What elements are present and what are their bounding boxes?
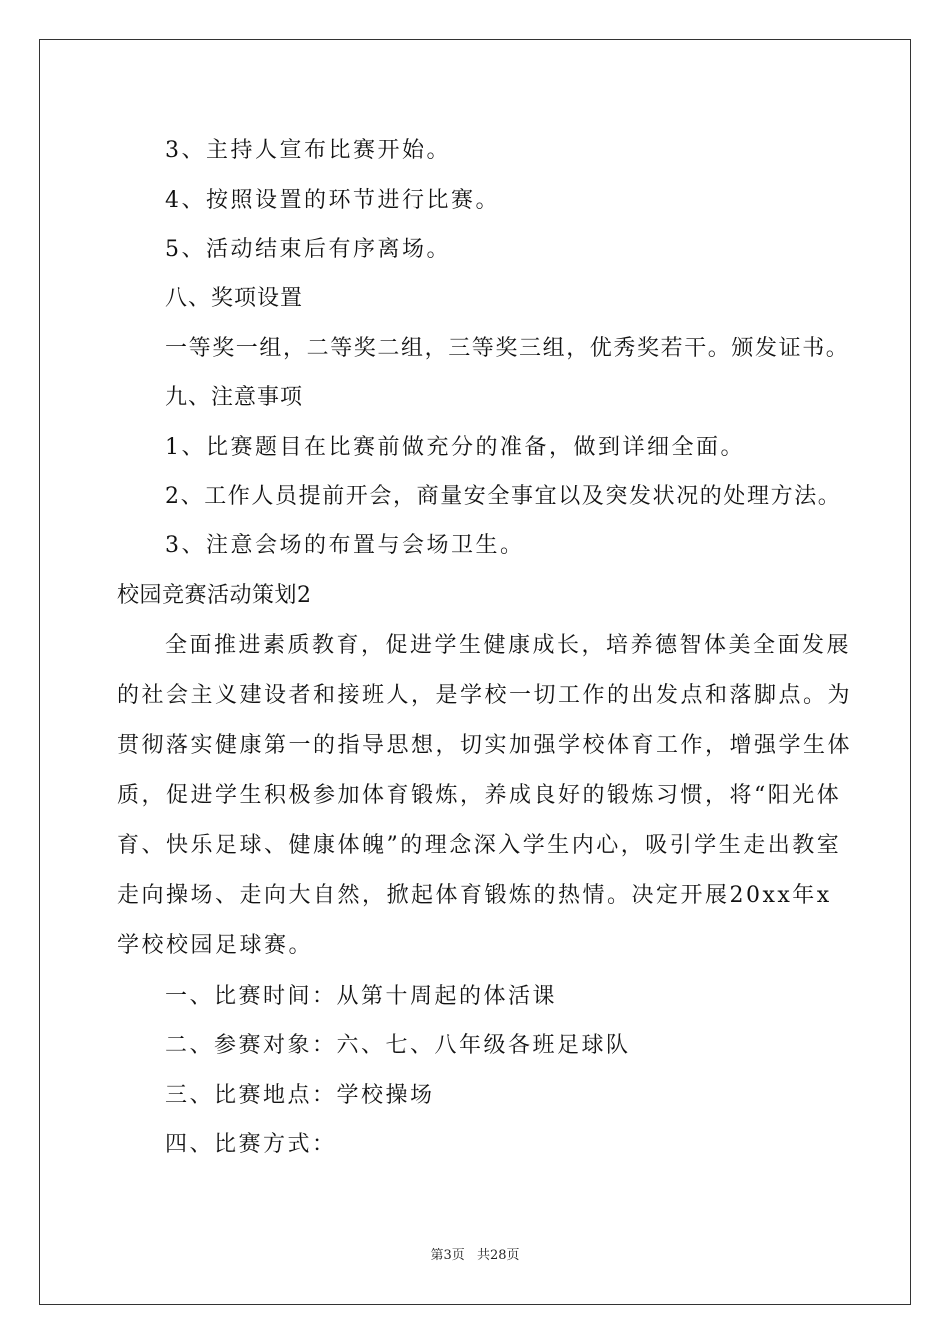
competition-time: 一、比赛时间：从第十周起的体活课 — [165, 984, 558, 1009]
competition-format: 四、比赛方式： — [165, 1132, 337, 1157]
note-item-2: 2、工作人员提前开会，商量安全事宜以及突发状况的处理方法。 — [165, 484, 842, 509]
list-item-host-announces: 3、主持人宣布比赛开始。 — [165, 138, 451, 163]
paragraph-line: 的社会主义建设者和接班人，是学校一切工作的出发点和落脚点。为 — [117, 683, 853, 708]
participants: 二、参赛对象：六、七、八年级各班足球队 — [165, 1033, 631, 1058]
section-heading-notes: 九、注意事项 — [165, 385, 304, 410]
competition-location: 三、比赛地点：学校操场 — [165, 1083, 435, 1108]
paragraph-line: 全面推进素质教育，促进学生健康成长，培养德智体美全面发展 — [165, 633, 852, 658]
list-item-run-competition: 4、按照设置的环节进行比赛。 — [165, 188, 500, 213]
current-page: 第3页 — [430, 1248, 465, 1263]
page-border — [39, 39, 911, 1305]
note-item-3: 3、注意会场的布置与会场卫生。 — [165, 533, 525, 558]
list-item-orderly-exit: 5、活动结束后有序离场。 — [165, 237, 451, 262]
paragraph-line: 育、快乐足球、健康体魄”的理念深入学生内心，吸引学生走出教室 — [117, 833, 842, 858]
document-title: 校园竞赛活动策划2 — [117, 583, 312, 608]
paragraph-line: 贯彻落实健康第一的指导思想，切实加强学校体育工作，增强学生体 — [117, 733, 853, 758]
paragraph-line: 质，促进学生积极参加体育锻炼，养成良好的锻炼习惯，将“阳光体 — [117, 783, 842, 808]
paragraph-line: 学校校园足球赛。 — [117, 933, 314, 958]
page-number-footer — [0, 1247, 950, 1265]
paragraph-line: 走向操场、走向大自然，掀起体育锻炼的热情。决定开展20xx年x — [117, 883, 832, 908]
section-heading-awards: 八、奖项设置 — [165, 286, 304, 311]
awards-description: 一等奖一组，二等奖二组，三等奖三组，优秀奖若干。颁发证书。 — [165, 336, 850, 361]
note-item-1: 1、比赛题目在比赛前做充分的准备，做到详细全面。 — [165, 435, 745, 460]
total-pages: 共28页 — [476, 1248, 520, 1263]
